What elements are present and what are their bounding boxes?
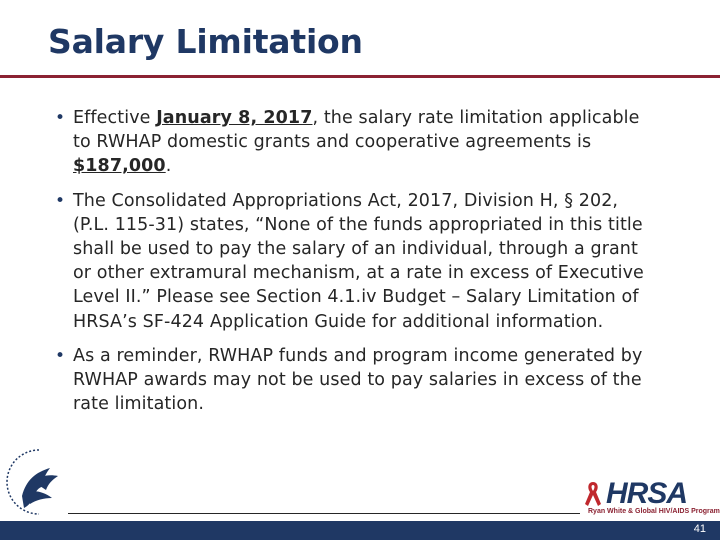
- title-divider: [0, 75, 720, 78]
- hrsa-program-name: Ryan White & Global HIV/AIDS Program: [588, 508, 720, 515]
- slide-title: Salary Limitation: [48, 22, 363, 61]
- bullet-item-3: [55, 344, 655, 417]
- bullet-text: Effective: [73, 108, 157, 128]
- bullet-text: The Consolidated Appropriations Act, 2017, Division H, § 202, (P.L. 115-31) states, “None of the funds appropriated in this title shall be used to pay the salary of an individual, through a grant or other extramural mechanism, at a rate in excess of Executive Level II.” Please see Section 4.1.iv Budget – Salary Limitation of HRSA’s SF-424 Application Guide for additional information.: [73, 190, 644, 332]
- bullet-marker: •: [55, 345, 66, 366]
- bullet-text: .: [165, 156, 172, 177]
- bullet-item-1: [55, 106, 655, 179]
- bullet-text: As a reminder, RWHAP funds and program income generated by RWHAP awards may not be used to pay salaries in excess of the rate limitation.: [73, 345, 643, 415]
- salary-amount: $187,000: [73, 156, 166, 177]
- bullet-list: [55, 106, 655, 426]
- page-number: 41: [693, 523, 706, 535]
- hrsa-logo: [582, 477, 720, 518]
- red-ribbon-icon: [582, 480, 604, 508]
- bullet-item-2: [55, 189, 655, 334]
- hrsa-wordmark: HRSA: [606, 477, 688, 510]
- footer-bar: [0, 521, 720, 540]
- hhs-eagle-logo-icon: [6, 446, 72, 518]
- bullet-text: , the salary rate limitation applicable to RWHAP domestic grants and cooperative agreements is: [73, 108, 640, 153]
- effective-date: January 8, 2017: [156, 108, 313, 128]
- bullet-marker: •: [55, 190, 66, 211]
- footer-divider: [68, 513, 580, 514]
- bullet-marker: •: [55, 108, 66, 128]
